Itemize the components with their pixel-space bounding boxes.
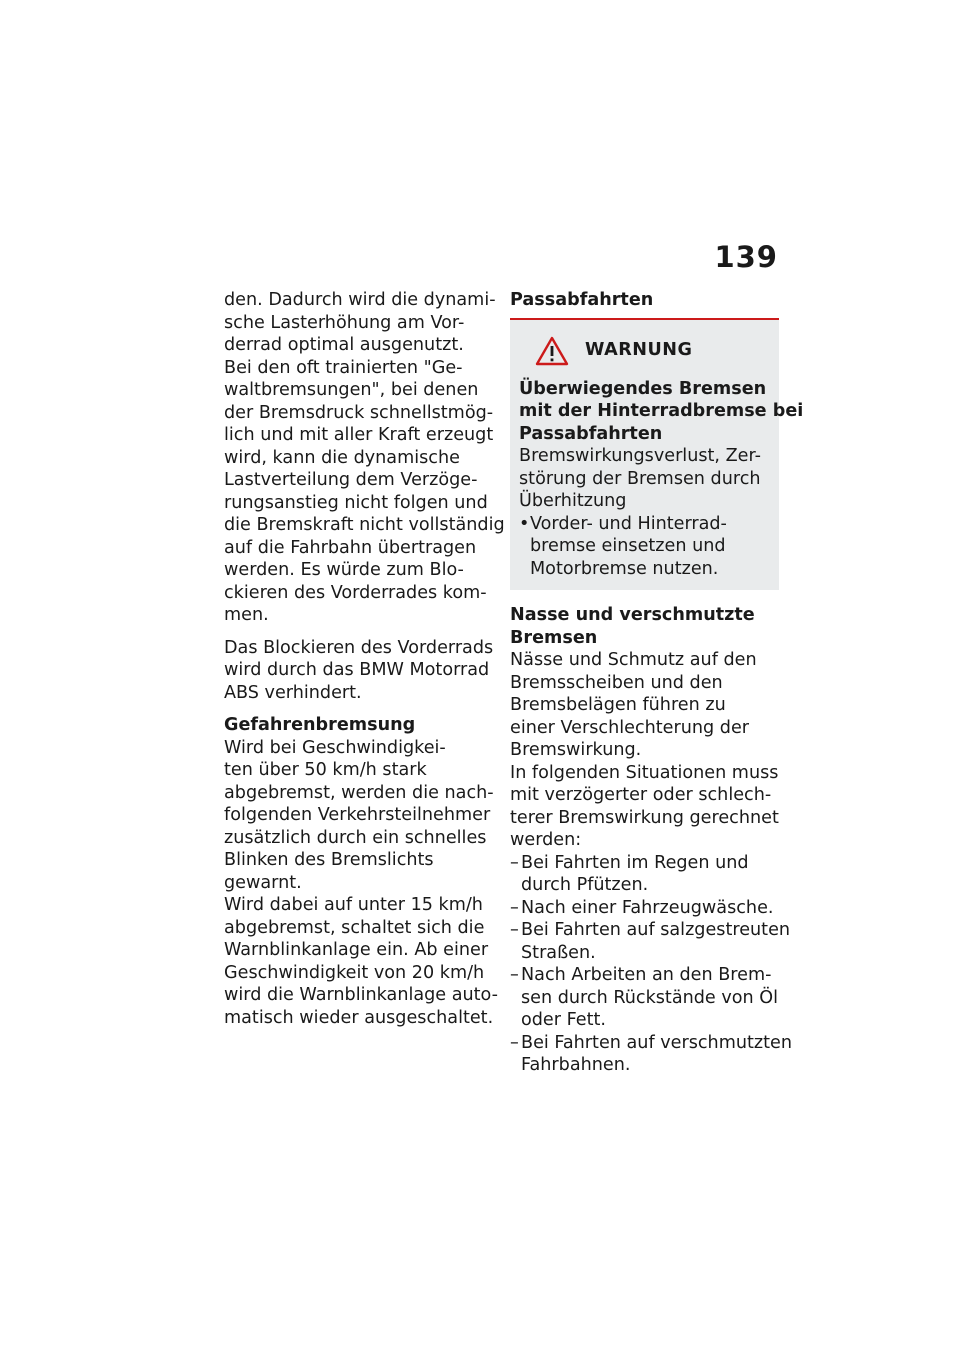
warning-action bbox=[519, 513, 769, 581]
text-line: Nach einer Fahrzeugwäsche. bbox=[521, 897, 774, 918]
warning-triangle-icon bbox=[535, 336, 569, 366]
text-line: men. bbox=[224, 605, 269, 625]
text-line: rungsanstieg nicht folgen und bbox=[224, 492, 488, 513]
dash-marker: – bbox=[510, 852, 519, 873]
text-line: Das Blockieren des Vorderrads bbox=[224, 637, 494, 658]
dash-marker: – bbox=[510, 897, 519, 918]
text-line: Straßen. bbox=[521, 942, 596, 963]
text-line: den. Dadurch wird die dynami- bbox=[224, 290, 496, 310]
text-line: folgenden Verkehrsteilnehmer bbox=[224, 805, 491, 825]
paragraph-dynamic-load bbox=[224, 289, 505, 627]
text-line: Bremsbelägen führen zu bbox=[510, 695, 726, 715]
text-line: In folgenden Situationen muss bbox=[510, 762, 779, 783]
text-line: Blinken des Bremslichts bbox=[224, 850, 434, 870]
section-heading: Gefahrenbremsung bbox=[224, 715, 416, 735]
section-emergency-braking bbox=[224, 714, 494, 894]
text-line: oder Fett. bbox=[521, 1010, 606, 1030]
text-line: durch Pfützen. bbox=[521, 875, 649, 895]
text-line: wird die Warnblinkanlage auto- bbox=[224, 985, 498, 1005]
page-number: 139 bbox=[714, 240, 778, 274]
text-line: gewarnt. bbox=[224, 872, 302, 893]
text-line: Nässe und Schmutz auf den bbox=[510, 650, 757, 670]
text-line: auf die Fahrbahn übertragen bbox=[224, 537, 477, 558]
list-item bbox=[510, 1032, 792, 1077]
left-column bbox=[224, 289, 505, 1039]
text-line: abgebremst, werden die nach- bbox=[224, 782, 494, 803]
text-line: werden. Es würde zum Blo- bbox=[224, 560, 464, 580]
text-line: Geschwindigkeit von 20 km/h bbox=[224, 962, 485, 983]
list-item bbox=[510, 852, 780, 897]
text-line: Wird dabei auf unter 15 km/h bbox=[224, 895, 483, 915]
text-line: derrad optimal ausgenutzt. bbox=[224, 335, 464, 355]
list-item-text bbox=[521, 1032, 792, 1077]
bullet-marker: • bbox=[519, 513, 530, 534]
list-item-text bbox=[521, 852, 749, 897]
text-line: Bei Fahrten auf salzgestreuten bbox=[521, 920, 791, 940]
text-line: Fahrbahnen. bbox=[521, 1055, 631, 1075]
text-line: werden: bbox=[510, 830, 582, 850]
text-line: Bei Fahrten auf verschmutzten bbox=[521, 1032, 792, 1053]
section-heading: Nasse und verschmutzte bbox=[510, 605, 755, 625]
dash-marker: – bbox=[510, 965, 519, 985]
list-item-text bbox=[521, 964, 778, 1032]
text-line: matisch wieder ausgeschaltet. bbox=[224, 1007, 494, 1028]
text-line: Motorbremse nutzen. bbox=[530, 558, 719, 579]
warning-title: Überwiegendes Bremsen bbox=[519, 378, 767, 399]
warning-action-text bbox=[530, 513, 727, 581]
text-line: wird, kann die dynamische bbox=[224, 447, 460, 468]
situations-list bbox=[510, 852, 792, 1077]
text-line: einer Verschlechterung der bbox=[510, 717, 750, 738]
text-line: sche Lasterhöhung am Vor- bbox=[224, 312, 465, 333]
dash-marker: – bbox=[510, 1032, 519, 1053]
right-column bbox=[510, 289, 804, 1077]
text-line: Warnblinkanlage ein. Ab einer bbox=[224, 940, 489, 960]
list-item-text bbox=[521, 897, 774, 920]
warning-consequence: Bremswirkungsverlust, Zer- bbox=[519, 446, 761, 466]
text-line: wird durch das BMW Motorrad bbox=[224, 660, 490, 680]
text-line: Bremswirkung. bbox=[510, 740, 642, 760]
warning-header bbox=[535, 336, 769, 366]
text-line: der Bremsdruck schnellstmög- bbox=[224, 402, 494, 423]
paragraph-abs bbox=[224, 637, 494, 705]
text-line: waltbremsungen", bei denen bbox=[224, 380, 479, 400]
warning-label: WARNUNG bbox=[585, 340, 693, 361]
text-line: Lastverteilung dem Verzöge- bbox=[224, 470, 478, 490]
text-line: ABS verhindert. bbox=[224, 682, 362, 703]
warning-consequence: störung der Bremsen durch bbox=[519, 468, 761, 489]
text-line: zusätzlich durch ein schnelles bbox=[224, 827, 487, 848]
dash-marker: – bbox=[510, 920, 519, 940]
section-heading: Bremsen bbox=[510, 627, 598, 648]
list-item bbox=[510, 964, 780, 1032]
text-line: Bremsscheiben und den bbox=[510, 672, 723, 693]
text-line: abgebremst, schaltet sich die bbox=[224, 917, 485, 938]
text-line: Bei den oft trainierten "Ge- bbox=[224, 357, 463, 378]
text-line: bremse einsetzen und bbox=[530, 536, 726, 556]
text-line: Wird bei Geschwindigkei- bbox=[224, 737, 446, 758]
warning-title: Passabfahrten bbox=[519, 423, 663, 444]
text-line: terer Bremswirkung gerechnet bbox=[510, 807, 779, 828]
section-wet-brakes bbox=[510, 604, 780, 852]
text-line: Nach Arbeiten an den Brem- bbox=[521, 965, 772, 985]
paragraph-hazard-lights bbox=[224, 894, 498, 1029]
warning-consequence: Überhitzung bbox=[519, 491, 627, 511]
warning-box bbox=[510, 320, 804, 591]
text-line: ckieren des Vorderrades kom- bbox=[224, 582, 487, 603]
list-item-text bbox=[521, 919, 790, 964]
list-item bbox=[510, 897, 780, 920]
text-line: ten über 50 km/h stark bbox=[224, 760, 427, 780]
text-line: sen durch Rückstände von Öl bbox=[521, 987, 778, 1008]
warning-title: mit der Hinterradbremse bei bbox=[519, 401, 804, 421]
text-line: lich und mit aller Kraft erzeugt bbox=[224, 425, 494, 445]
text-line: die Bremskraft nicht vollständig bbox=[224, 515, 505, 535]
section-heading: Passabfahrten bbox=[510, 290, 654, 310]
text-line: mit verzögerter oder schlech- bbox=[510, 785, 772, 805]
text-line: Bei Fahrten im Regen und bbox=[521, 852, 749, 873]
text-line: Vorder- und Hinterrad- bbox=[530, 513, 727, 534]
list-item bbox=[510, 919, 791, 964]
